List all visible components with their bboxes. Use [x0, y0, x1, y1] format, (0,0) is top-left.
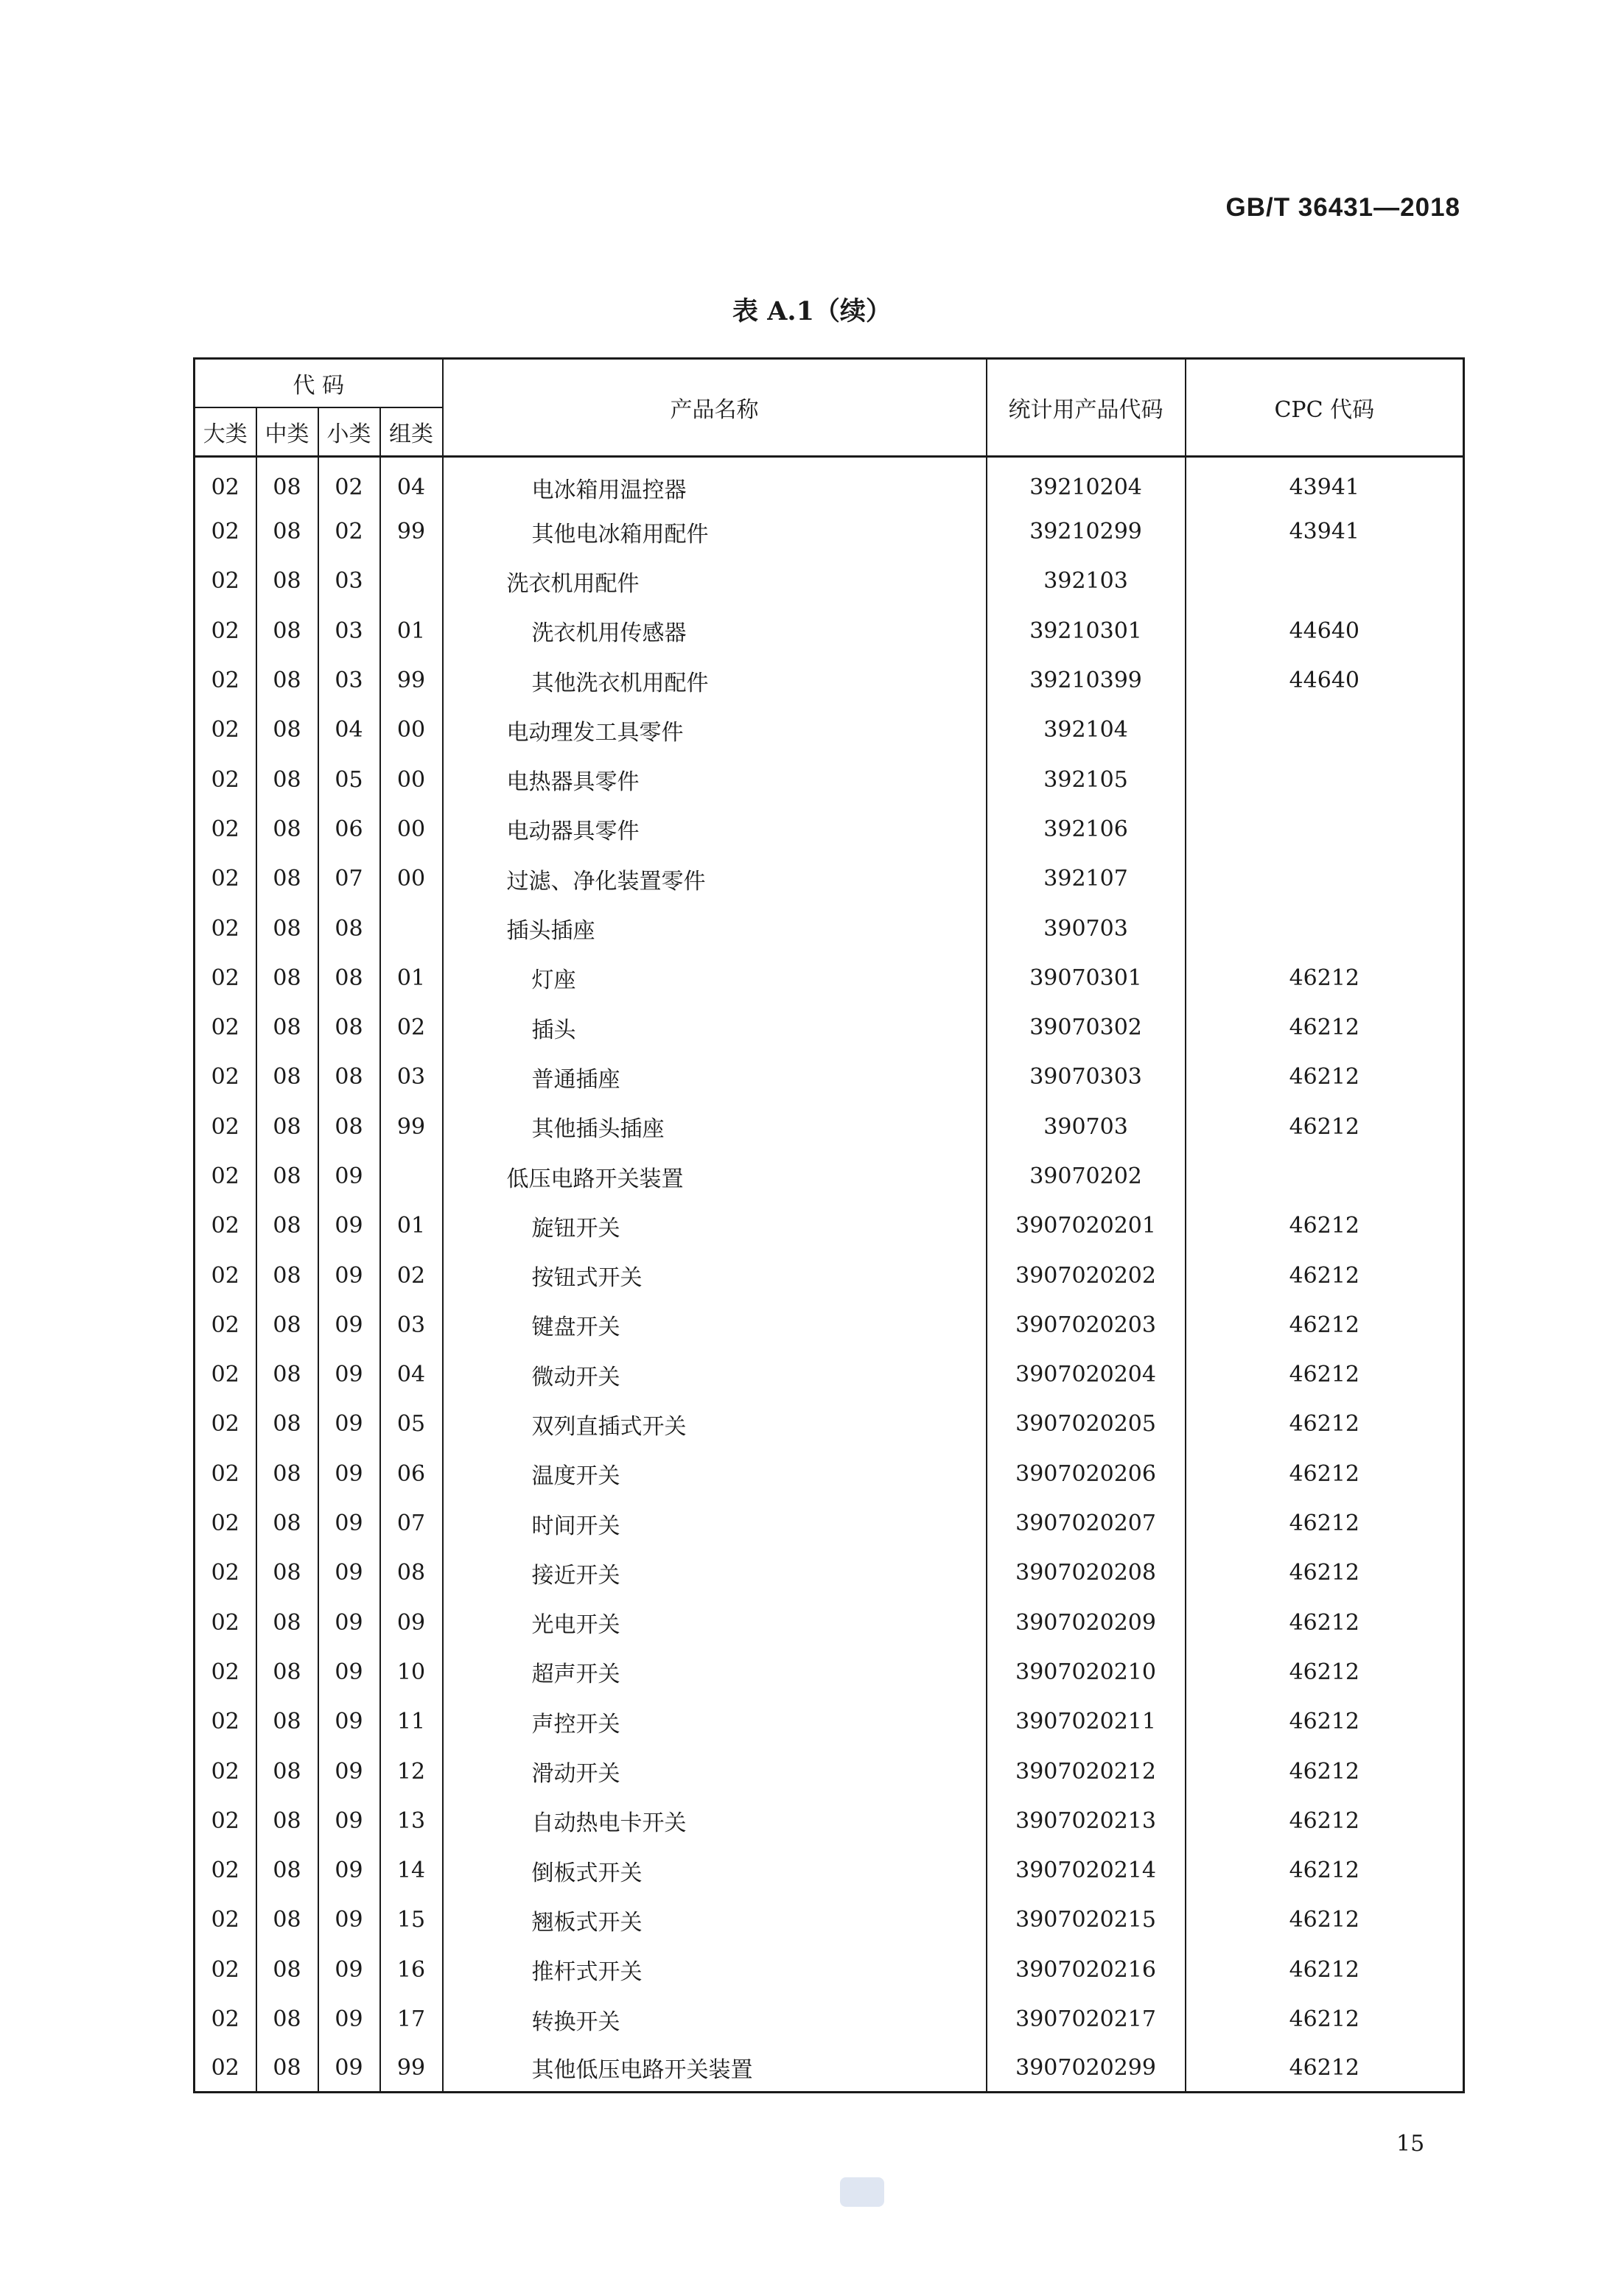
major-class-cell: 02: [195, 457, 256, 508]
minor-class-cell: 09: [318, 1846, 380, 1895]
cpc-code-cell: 46212: [1186, 1102, 1464, 1152]
table-row: [195, 1598, 1464, 1648]
major-class-cell: 02: [195, 656, 256, 705]
middle-class-cell: 08: [256, 755, 318, 804]
cpc-code-cell: 46212: [1186, 1250, 1464, 1300]
group-class-cell: 05: [380, 1399, 443, 1449]
minor-class-cell: 09: [318, 1895, 380, 1944]
product-name-cell: 插头: [443, 1003, 987, 1052]
major-class-cell: 02: [195, 1499, 256, 1548]
product-name-cell: 普通插座: [443, 1052, 987, 1102]
stat-code-cell: 39210399: [987, 656, 1186, 705]
major-class-cell: 02: [195, 1449, 256, 1499]
cpc-code-cell: 44640: [1186, 606, 1464, 656]
middle-class-cell: 08: [256, 556, 318, 606]
group-class-cell: 00: [380, 705, 443, 755]
stat-code-cell: 3907020209: [987, 1598, 1186, 1648]
cpc-code-header: CPC 代码: [1186, 359, 1464, 457]
cpc-code-cell: [1186, 755, 1464, 804]
middle-class-cell: 08: [256, 1945, 318, 1995]
cpc-code-cell: 46212: [1186, 1350, 1464, 1399]
group-class-cell: 04: [380, 1350, 443, 1399]
group-class-cell: [380, 1152, 443, 1201]
group-class-cell: 15: [380, 1895, 443, 1944]
table-row: [195, 2044, 1464, 2093]
stat-code-cell: 3907020201: [987, 1201, 1186, 1250]
product-name-cell: 低压电路开关装置: [443, 1152, 987, 1201]
major-class-cell: 02: [195, 2044, 256, 2093]
product-name-cell: 翘板式开关: [443, 1895, 987, 1944]
table-row: [195, 854, 1464, 903]
minor-class-cell: 07: [318, 854, 380, 903]
minor-class-cell: 09: [318, 1399, 380, 1449]
product-name-cell: 旋钮开关: [443, 1201, 987, 1250]
table-row: [195, 1846, 1464, 1895]
middle-class-cell: 08: [256, 1152, 318, 1201]
table-row: [195, 953, 1464, 1003]
minor-class-cell: 09: [318, 1548, 380, 1597]
group-class-cell: 08: [380, 1548, 443, 1597]
group-class-cell: 09: [380, 1598, 443, 1648]
product-name-cell: 声控开关: [443, 1697, 987, 1746]
minor-class-cell: 08: [318, 1003, 380, 1052]
minor-class-cell: 06: [318, 805, 380, 854]
minor-class-cell: 09: [318, 1350, 380, 1399]
table-row: [195, 606, 1464, 656]
cpc-code-cell: 46212: [1186, 1945, 1464, 1995]
major-class-cell: 02: [195, 805, 256, 854]
table-row: [195, 1449, 1464, 1499]
stat-code-cell: 3907020203: [987, 1300, 1186, 1350]
table-row: [195, 1895, 1464, 1944]
cpc-code-cell: 46212: [1186, 1052, 1464, 1102]
stat-code-cell: 3907020214: [987, 1846, 1186, 1895]
cpc-code-cell: 46212: [1186, 1300, 1464, 1350]
product-name-cell: 推杆式开关: [443, 1945, 987, 1995]
product-name-cell: 接近开关: [443, 1548, 987, 1597]
product-name-cell: 超声开关: [443, 1648, 987, 1697]
stat-code-cell: 392107: [987, 854, 1186, 903]
stat-code-cell: 3907020210: [987, 1648, 1186, 1697]
stat-code-cell: 39210301: [987, 606, 1186, 656]
table-row: [195, 903, 1464, 953]
product-name-cell: 灯座: [443, 953, 987, 1003]
table-caption: 表 A.1（续）: [732, 296, 892, 326]
major-class-cell: 02: [195, 1350, 256, 1399]
middle-class-cell: 08: [256, 1449, 318, 1499]
major-class-cell: 02: [195, 1300, 256, 1350]
group-class-cell: 12: [380, 1746, 443, 1796]
middle-class-cell: 08: [256, 705, 318, 755]
cpc-code-cell: 46212: [1186, 1003, 1464, 1052]
minor-class-cell: 08: [318, 953, 380, 1003]
table-row: [195, 1548, 1464, 1597]
minor-class-cell: 09: [318, 1796, 380, 1846]
minor-class-cell: 09: [318, 1697, 380, 1746]
group-class-cell: 07: [380, 1499, 443, 1548]
group-class-cell: 99: [380, 2044, 443, 2093]
product-name-cell: 电冰箱用温控器: [443, 457, 987, 508]
major-class-cell: 02: [195, 1598, 256, 1648]
minor-class-cell: 09: [318, 1746, 380, 1796]
major-class-cell: 02: [195, 1250, 256, 1300]
major-class-cell: 02: [195, 1399, 256, 1449]
middle-class-cell: 08: [256, 507, 318, 556]
middle-class-cell: 08: [256, 1499, 318, 1548]
table-row: [195, 656, 1464, 705]
cpc-code-cell: 46212: [1186, 1846, 1464, 1895]
minor-class-cell: 09: [318, 1995, 380, 2044]
major-class-cell: 02: [195, 953, 256, 1003]
group-class-cell: 06: [380, 1449, 443, 1499]
group-class-cell: 16: [380, 1945, 443, 1995]
group-class-cell: 99: [380, 656, 443, 705]
product-name-cell: 其他低压电路开关装置: [443, 2044, 987, 2093]
stat-code-cell: 39070202: [987, 1152, 1186, 1201]
group-class-cell: 01: [380, 953, 443, 1003]
major-class-cell: 02: [195, 1995, 256, 2044]
table-row: [195, 507, 1464, 556]
middle-class-cell: 08: [256, 1548, 318, 1597]
product-name-cell: 双列直插式开关: [443, 1399, 987, 1449]
middle-class-cell: 08: [256, 1052, 318, 1102]
cpc-code-cell: 46212: [1186, 1895, 1464, 1944]
group-class-cell: [380, 903, 443, 953]
major-class-cell: 02: [195, 1102, 256, 1152]
minor-class-cell: 09: [318, 1598, 380, 1648]
product-name-cell: 电动器具零件: [443, 805, 987, 854]
product-name-cell: 按钮式开关: [443, 1250, 987, 1300]
middle-class-cell: 08: [256, 606, 318, 656]
middle-class-cell: 08: [256, 854, 318, 903]
table-row: [195, 1052, 1464, 1102]
major-class-cell: 02: [195, 1003, 256, 1052]
table-row: [195, 457, 1464, 508]
cpc-code-cell: [1186, 805, 1464, 854]
middle-class-cell: 08: [256, 1746, 318, 1796]
cpc-code-cell: 46212: [1186, 953, 1464, 1003]
product-name-cell: 键盘开关: [443, 1300, 987, 1350]
table-row: [195, 1350, 1464, 1399]
major-class-cell: 02: [195, 1201, 256, 1250]
minor-class-cell: 03: [318, 606, 380, 656]
stat-code-cell: 390703: [987, 903, 1186, 953]
table-row: [195, 1003, 1464, 1052]
middle-class-cell: 08: [256, 805, 318, 854]
table-row: [195, 1300, 1464, 1350]
middle-class-cell: 08: [256, 1350, 318, 1399]
group-class-cell: 99: [380, 1102, 443, 1152]
group-class-cell: 01: [380, 1201, 443, 1250]
major-class-cell: 02: [195, 1846, 256, 1895]
middle-class-cell: 08: [256, 1102, 318, 1152]
cpc-code-cell: 46212: [1186, 1796, 1464, 1846]
stat-code-cell: 392106: [987, 805, 1186, 854]
group-class-cell: 02: [380, 1250, 443, 1300]
middle-class-cell: 08: [256, 1846, 318, 1895]
cpc-code-cell: 46212: [1186, 1201, 1464, 1250]
product-code-table: [193, 357, 1465, 2093]
cpc-code-cell: [1186, 854, 1464, 903]
middle-class-cell: 08: [256, 1796, 318, 1846]
stat-code-cell: 392104: [987, 705, 1186, 755]
table-row: [195, 805, 1464, 854]
table-row: [195, 1250, 1464, 1300]
stat-code-cell: 39070302: [987, 1003, 1186, 1052]
major-class-cell: 02: [195, 556, 256, 606]
product-name-cell: 电动理发工具零件: [443, 705, 987, 755]
cpc-code-cell: 46212: [1186, 1995, 1464, 2044]
product-name-cell: 过滤、净化装置零件: [443, 854, 987, 903]
stat-code-cell: 392103: [987, 556, 1186, 606]
major-class-cell: 02: [195, 1746, 256, 1796]
cpc-code-cell: 46212: [1186, 1399, 1464, 1449]
standard-number: GB/T 36431—2018: [1225, 193, 1460, 222]
middle-class-cell: 08: [256, 1399, 318, 1449]
minor-class-cell: 09: [318, 1648, 380, 1697]
minor-class-cell: 08: [318, 903, 380, 953]
minor-class-cell: 09: [318, 1300, 380, 1350]
product-name-cell: 时间开关: [443, 1499, 987, 1548]
group-class-cell: 04: [380, 457, 443, 508]
stat-code-cell: 39210299: [987, 507, 1186, 556]
group-class-cell: 17: [380, 1995, 443, 2044]
product-name-cell: 温度开关: [443, 1449, 987, 1499]
minor-class-cell: 08: [318, 1102, 380, 1152]
major-class-cell: 02: [195, 507, 256, 556]
major-class-cell: 02: [195, 1648, 256, 1697]
stat-code-header: 统计用产品代码: [987, 359, 1186, 457]
page-number: 15: [1396, 2131, 1425, 2157]
table-row: [195, 1995, 1464, 2044]
major-class-cell: 02: [195, 1548, 256, 1597]
table-row: [195, 1201, 1464, 1250]
middle-class-cell: 08: [256, 656, 318, 705]
stat-code-cell: 39210204: [987, 457, 1186, 508]
product-name-cell: 其他电冰箱用配件: [443, 507, 987, 556]
minor-class-cell: 09: [318, 1499, 380, 1548]
stat-code-cell: 390703: [987, 1102, 1186, 1152]
minor-class-cell: 09: [318, 1449, 380, 1499]
major-class-cell: 02: [195, 606, 256, 656]
major-class-cell: 02: [195, 705, 256, 755]
minor-class-cell: 09: [318, 1945, 380, 1995]
minor-class-cell: 09: [318, 1152, 380, 1201]
stat-code-cell: 3907020204: [987, 1350, 1186, 1399]
table-row: [195, 1648, 1464, 1697]
group-class-cell: 13: [380, 1796, 443, 1846]
code-group-header: 代 码: [195, 359, 443, 408]
major-class-cell: 02: [195, 1895, 256, 1944]
minor-class-cell: 02: [318, 457, 380, 508]
stat-code-cell: 39070301: [987, 953, 1186, 1003]
cpc-code-cell: [1186, 903, 1464, 953]
stat-code-cell: 3907020212: [987, 1746, 1186, 1796]
major-class-cell: 02: [195, 1152, 256, 1201]
major-class-cell: 02: [195, 1697, 256, 1746]
cpc-code-cell: 43941: [1186, 507, 1464, 556]
table-row: [195, 556, 1464, 606]
table-row: [195, 1152, 1464, 1201]
minor-class-cell: 03: [318, 656, 380, 705]
major-class-cell: 02: [195, 903, 256, 953]
middle-class-cell: 08: [256, 1995, 318, 2044]
table-row: [195, 1945, 1464, 1995]
middle-class-cell: 08: [256, 1697, 318, 1746]
stat-code-cell: 3907020213: [987, 1796, 1186, 1846]
table-row: [195, 1796, 1464, 1846]
middle-class-cell: 08: [256, 1300, 318, 1350]
stat-code-cell: 39070303: [987, 1052, 1186, 1102]
major-class-cell: 02: [195, 1945, 256, 1995]
group-class-cell: 02: [380, 1003, 443, 1052]
cpc-code-cell: 46212: [1186, 1746, 1464, 1796]
major-class-header: 大类: [195, 407, 256, 457]
middle-class-cell: 08: [256, 1648, 318, 1697]
group-class-cell: 11: [380, 1697, 443, 1746]
table-row: [195, 755, 1464, 804]
group-class-cell: 03: [380, 1052, 443, 1102]
product-name-cell: 其他洗衣机用配件: [443, 656, 987, 705]
stat-code-cell: 3907020202: [987, 1250, 1186, 1300]
middle-class-cell: 08: [256, 1201, 318, 1250]
stat-code-cell: 3907020217: [987, 1995, 1186, 2044]
middle-class-cell: 08: [256, 2044, 318, 2093]
middle-class-cell: 08: [256, 1250, 318, 1300]
minor-class-cell: 09: [318, 1201, 380, 1250]
table-row: [195, 1499, 1464, 1548]
group-class-cell: 14: [380, 1846, 443, 1895]
cpc-code-cell: 46212: [1186, 2044, 1464, 2093]
cpc-code-cell: 46212: [1186, 1548, 1464, 1597]
minor-class-cell: 02: [318, 507, 380, 556]
cpc-code-cell: 46212: [1186, 1499, 1464, 1548]
group-class-cell: 10: [380, 1648, 443, 1697]
product-name-cell: 自动热电卡开关: [443, 1796, 987, 1846]
minor-class-cell: 03: [318, 556, 380, 606]
cpc-code-cell: 44640: [1186, 656, 1464, 705]
group-class-cell: [380, 556, 443, 606]
minor-class-cell: 08: [318, 1052, 380, 1102]
middle-class-header: 中类: [256, 407, 318, 457]
group-class-cell: 03: [380, 1300, 443, 1350]
stat-code-cell: 3907020208: [987, 1548, 1186, 1597]
table-row: [195, 1399, 1464, 1449]
minor-class-header: 小类: [318, 407, 380, 457]
stat-code-cell: 3907020211: [987, 1697, 1186, 1746]
middle-class-cell: 08: [256, 1003, 318, 1052]
cpc-code-cell: [1186, 705, 1464, 755]
cpc-code-cell: [1186, 1152, 1464, 1201]
middle-class-cell: 08: [256, 953, 318, 1003]
table-row: [195, 1697, 1464, 1746]
product-name-cell: 光电开关: [443, 1598, 987, 1648]
product-name-cell: 倒板式开关: [443, 1846, 987, 1895]
group-class-header: 组类: [380, 407, 443, 457]
major-class-cell: 02: [195, 755, 256, 804]
stat-code-cell: 3907020207: [987, 1499, 1186, 1548]
group-class-cell: 00: [380, 755, 443, 804]
table-row: [195, 1102, 1464, 1152]
major-class-cell: 02: [195, 854, 256, 903]
major-class-cell: 02: [195, 1796, 256, 1846]
stat-code-cell: 3907020216: [987, 1945, 1186, 1995]
stat-code-cell: 3907020205: [987, 1399, 1186, 1449]
cpc-code-cell: 46212: [1186, 1648, 1464, 1697]
cpc-code-cell: [1186, 556, 1464, 606]
product-name-cell: 微动开关: [443, 1350, 987, 1399]
stat-code-cell: 392105: [987, 755, 1186, 804]
product-name-cell: 电热器具零件: [443, 755, 987, 804]
minor-class-cell: 09: [318, 2044, 380, 2093]
middle-class-cell: 08: [256, 457, 318, 508]
product-name-cell: 插头插座: [443, 903, 987, 953]
cpc-code-cell: 46212: [1186, 1598, 1464, 1648]
minor-class-cell: 04: [318, 705, 380, 755]
middle-class-cell: 08: [256, 1895, 318, 1944]
sac-watermark-logo: [840, 2177, 884, 2207]
cpc-code-cell: 46212: [1186, 1449, 1464, 1499]
table-row: [195, 1746, 1464, 1796]
minor-class-cell: 05: [318, 755, 380, 804]
stat-code-cell: 3907020299: [987, 2044, 1186, 2093]
group-class-cell: 99: [380, 507, 443, 556]
table-row: [195, 705, 1464, 755]
cpc-code-cell: 46212: [1186, 1697, 1464, 1746]
cpc-code-cell: 43941: [1186, 457, 1464, 508]
group-class-cell: 00: [380, 805, 443, 854]
minor-class-cell: 09: [318, 1250, 380, 1300]
middle-class-cell: 08: [256, 1598, 318, 1648]
major-class-cell: 02: [195, 1052, 256, 1102]
stat-code-cell: 3907020206: [987, 1449, 1186, 1499]
product-name-cell: 洗衣机用传感器: [443, 606, 987, 656]
product-name-header: 产品名称: [443, 359, 987, 457]
group-class-cell: 01: [380, 606, 443, 656]
table-body: [195, 457, 1464, 2093]
middle-class-cell: 08: [256, 903, 318, 953]
stat-code-cell: 3907020215: [987, 1895, 1186, 1944]
group-class-cell: 00: [380, 854, 443, 903]
product-name-cell: 滑动开关: [443, 1746, 987, 1796]
product-name-cell: 转换开关: [443, 1995, 987, 2044]
product-name-cell: 洗衣机用配件: [443, 556, 987, 606]
product-name-cell: 其他插头插座: [443, 1102, 987, 1152]
